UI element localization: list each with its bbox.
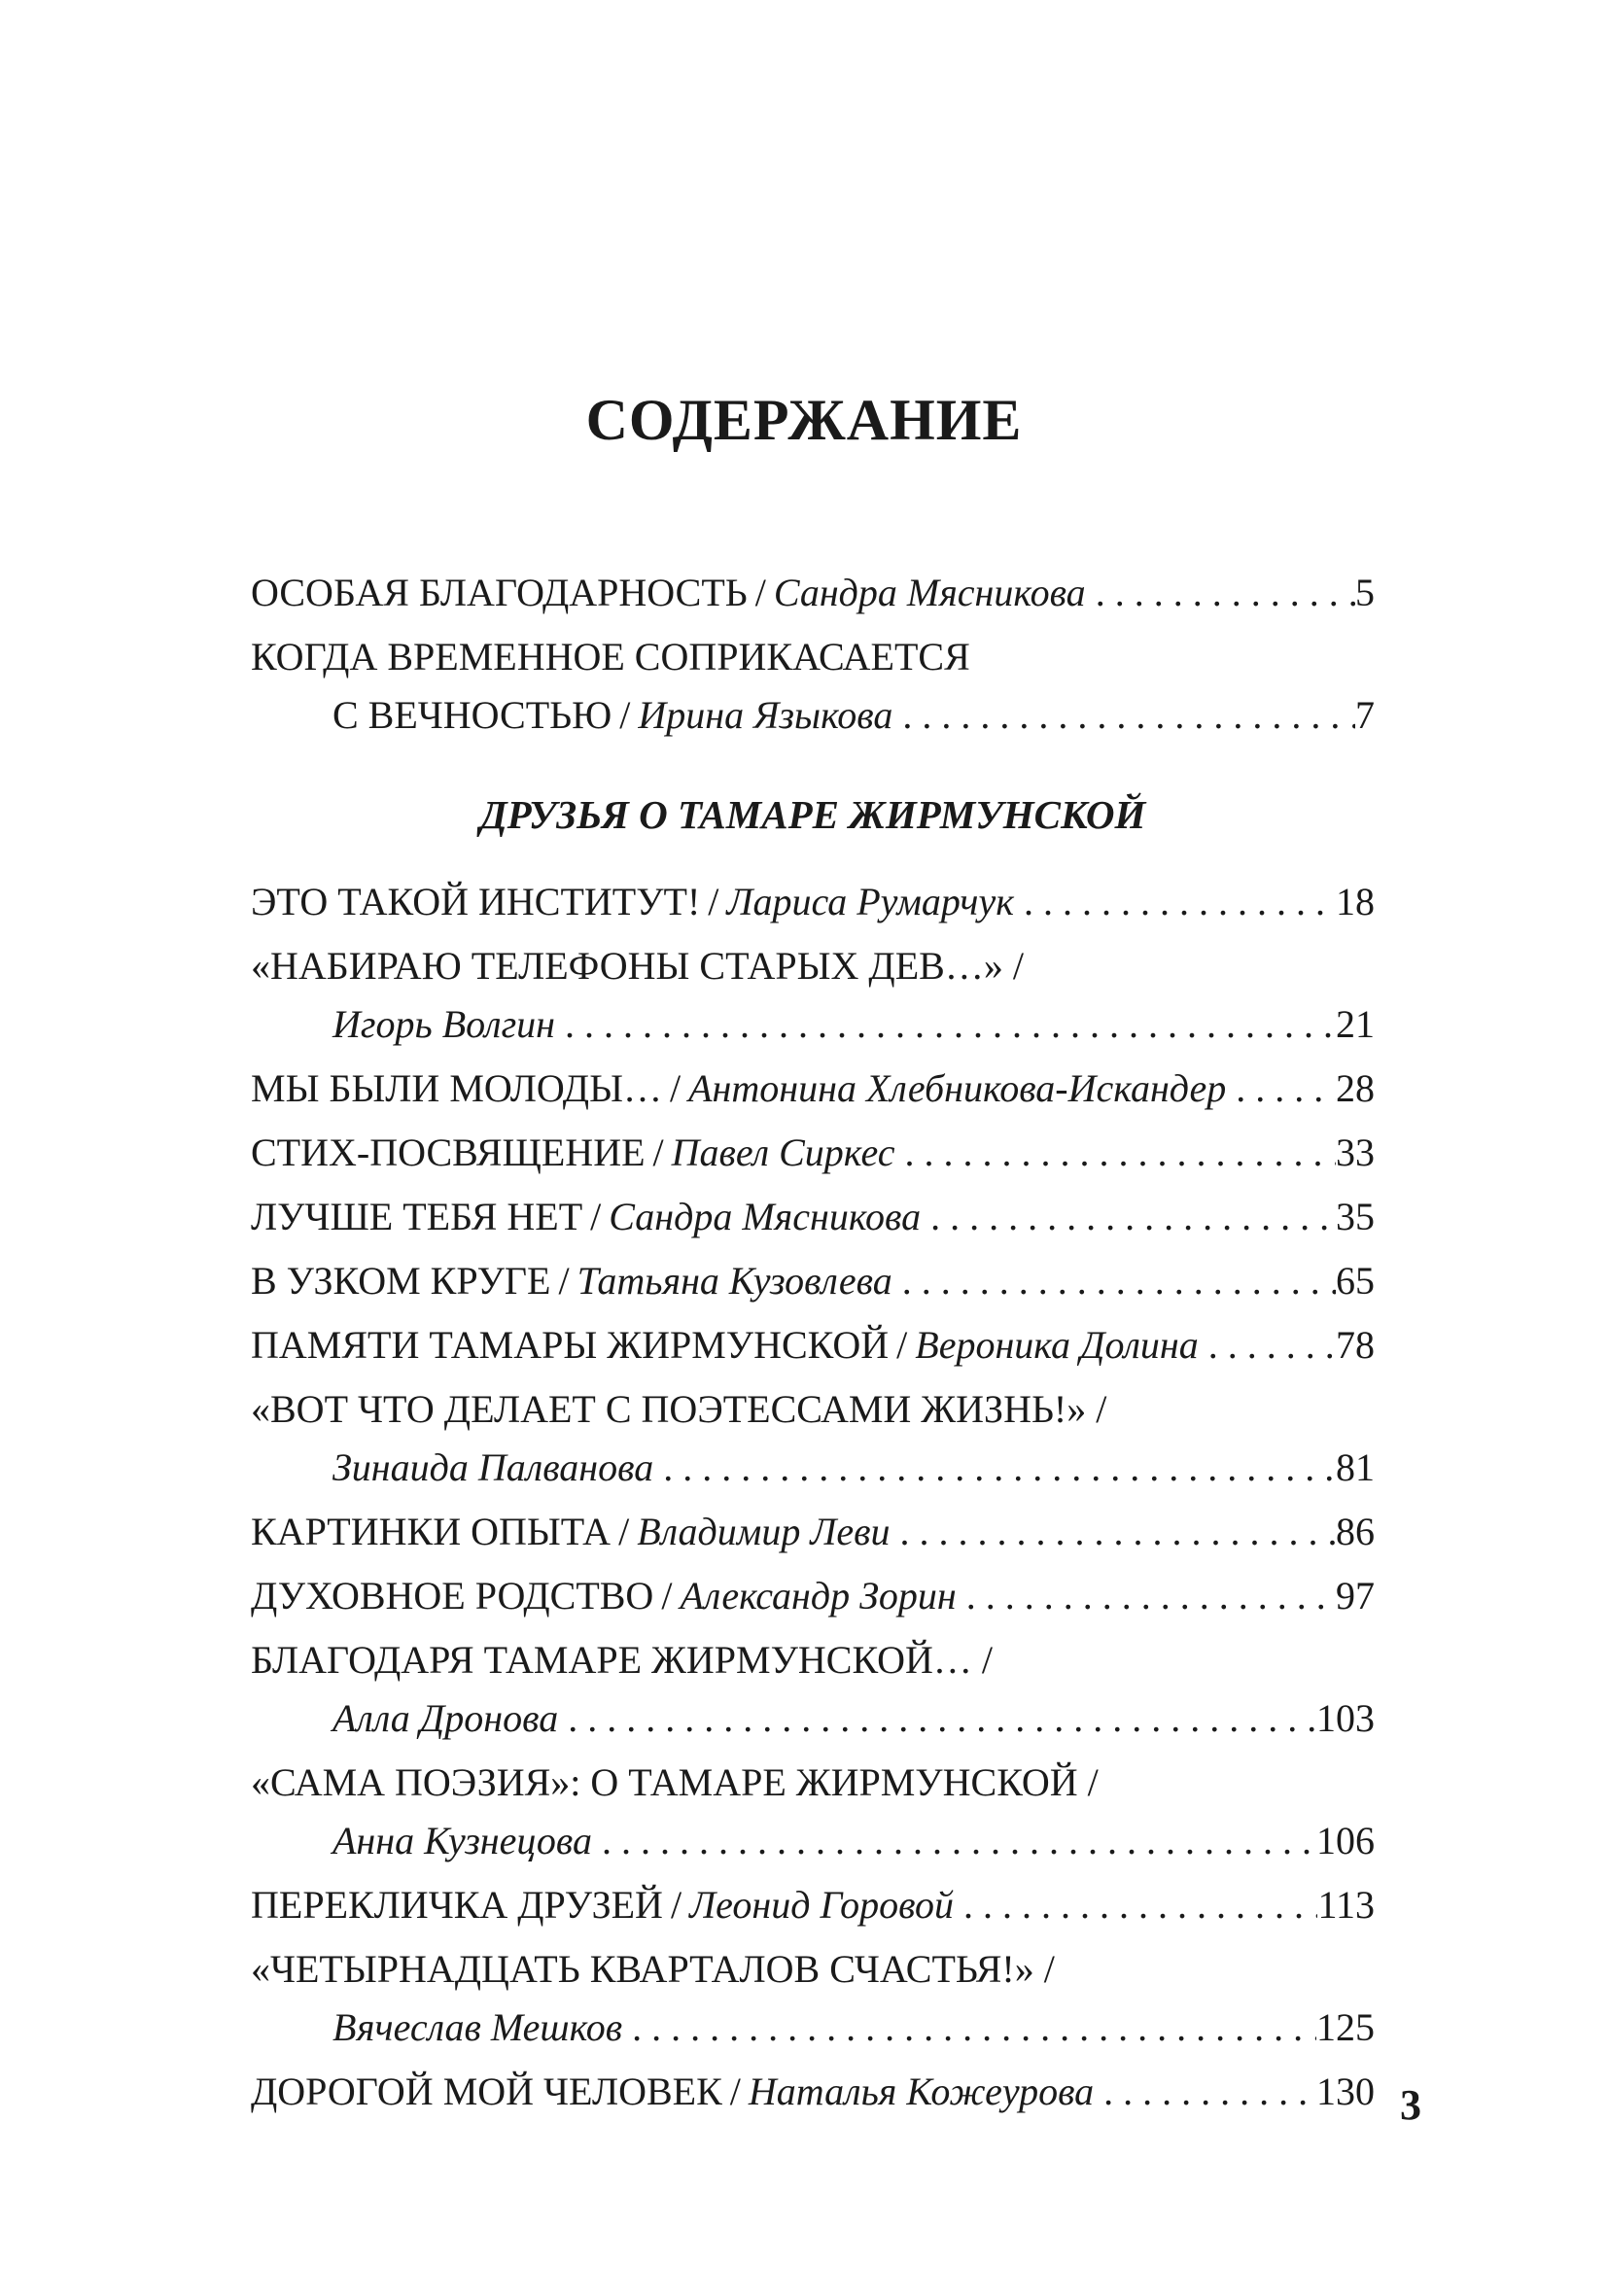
title-author-separator: /: [670, 1883, 682, 1927]
entry-author: Зинаида Палванова: [332, 1445, 654, 1489]
entry-page-number: 113: [1317, 1883, 1375, 1927]
dot-leader: [1014, 873, 1336, 931]
toc-entry: [251, 1876, 1375, 1934]
dot-leader: [892, 686, 1355, 745]
toc-entry: [251, 1060, 1375, 1118]
table-of-contents: [251, 564, 1375, 2127]
title-author-separator: /: [708, 880, 719, 923]
toc-entry-line: [251, 686, 1375, 745]
toc-entry-line: [251, 1631, 1375, 1689]
toc-entry: [251, 1124, 1375, 1182]
entry-page-number: 97: [1336, 1574, 1375, 1618]
entry-author: Анна Кузнецова: [332, 1819, 592, 1862]
entry-title: ПЕРЕКЛИЧКА ДРУЗЕЙ: [251, 1883, 663, 1927]
entry-page-number: 65: [1336, 1259, 1375, 1303]
entry-page-number: 18: [1336, 880, 1375, 923]
toc-entry-line: [251, 1754, 1375, 1812]
toc-entry-line: [251, 1999, 1375, 2057]
page-title: СОДЕРЖАНИЕ: [585, 388, 1023, 452]
toc-entry-line: [251, 1316, 1375, 1374]
entry-title: ПАМЯТИ ТАМАРЫ ЖИРМУНСКОЙ: [251, 1323, 890, 1367]
toc-entry: [251, 1380, 1375, 1497]
entry-page-number: 125: [1316, 2005, 1375, 2049]
entry-title: «САМА ПОЭЗИЯ»: О ТАМАРЕ ЖИРМУНСКОЙ /: [251, 1760, 1099, 1804]
entry-title: КАРТИНКИ ОПЫТА: [251, 1510, 612, 1553]
entry-author: Ирина Языкова: [638, 693, 893, 737]
toc-entry-line: [251, 1689, 1375, 1748]
entry-author: Антонина Хлебникова-Искандер: [688, 1066, 1227, 1110]
intro-entries: [251, 564, 1375, 750]
title-author-separator: /: [729, 2070, 741, 2113]
toc-entry-line: [251, 628, 1375, 686]
entry-author: Вячеслав Мешков: [332, 2005, 623, 2049]
title-author-separator: /: [661, 1574, 673, 1618]
entry-title: ЛУЧШЕ ТЕБЯ НЕТ: [251, 1195, 583, 1238]
entry-title: СТИХ-ПОСВЯЩЕНИЕ: [251, 1131, 646, 1174]
toc-entry-line: [251, 1876, 1375, 1934]
entry-page-number: 86: [1336, 1510, 1375, 1553]
toc-entry: [251, 1316, 1375, 1374]
entry-author: Наталья Кожеурова: [748, 2070, 1095, 2113]
title-author-separator: /: [618, 1510, 630, 1553]
entry-title: ДОРОГОЙ МОЙ ЧЕЛОВЕК: [251, 2070, 722, 2113]
toc-entry-line: [251, 1380, 1375, 1439]
entry-author: Татьяна Кузовлева: [577, 1259, 892, 1303]
toc-entry-line: [251, 1567, 1375, 1625]
toc-entry: [251, 1188, 1375, 1246]
title-author-separator: /: [669, 1066, 682, 1110]
title-author-separator: /: [754, 571, 766, 614]
dot-leader: [1199, 1316, 1336, 1374]
entry-author: Сандра Мясникова: [609, 1195, 922, 1238]
dot-leader: [592, 1812, 1316, 1870]
dot-leader: [653, 1439, 1336, 1497]
toc-entry: [251, 937, 1375, 1054]
entry-page-number: 28: [1336, 1066, 1375, 1110]
toc-entry: [251, 1252, 1375, 1310]
entry-author: Леонид Горовой: [689, 1883, 954, 1927]
toc-entry-line: [251, 1060, 1375, 1118]
toc-entry-line: [251, 1124, 1375, 1182]
toc-entry-line: [251, 1812, 1375, 1870]
toc-entry: [251, 1631, 1375, 1748]
toc-entry: [251, 1940, 1375, 2057]
dot-leader: [957, 1567, 1336, 1625]
toc-entry-line: [251, 1252, 1375, 1310]
entry-title: С ВЕЧНОСТЬЮ: [332, 693, 612, 737]
toc-entry-line: [251, 1188, 1375, 1246]
title-author-separator: /: [652, 1131, 664, 1174]
toc-entry: [251, 1567, 1375, 1625]
entry-author: Сандра Мясникова: [773, 571, 1086, 614]
entry-author: Владимир Леви: [637, 1510, 891, 1553]
toc-entry-line: [251, 873, 1375, 931]
entry-title: ОСОБАЯ БЛАГОДАРНОСТЬ: [251, 571, 748, 614]
dot-leader: [894, 1124, 1336, 1182]
entry-page-number: 106: [1316, 1819, 1375, 1862]
toc-entry: [251, 873, 1375, 931]
entry-page-number: 35: [1336, 1195, 1375, 1238]
entry-page-number: 33: [1336, 1131, 1375, 1174]
toc-entry-line: [251, 937, 1375, 995]
entry-title: «ВОТ ЧТО ДЕЛАЕТ С ПОЭТЕССАМИ ЖИЗНЬ!» /: [251, 1387, 1107, 1431]
entry-author: Алла Дронова: [332, 1696, 559, 1740]
section-entries: [251, 873, 1375, 2127]
dot-leader: [1226, 1060, 1336, 1118]
entry-page-number: 103: [1316, 1696, 1375, 1740]
dot-leader: [622, 1999, 1316, 2057]
dot-leader: [1094, 2063, 1316, 2121]
toc-entry-line: [251, 2063, 1375, 2121]
entry-title: МЫ БЫЛИ МОЛОДЫ…: [251, 1066, 662, 1110]
toc-entry: [251, 628, 1375, 745]
title-author-separator: /: [590, 1195, 602, 1238]
entry-title: КОГДА ВРЕМЕННОЕ СОПРИКАСАЕТСЯ: [251, 635, 970, 678]
entry-title: ДУХОВНОЕ РОДСТВО: [251, 1574, 654, 1618]
toc-entry-line: [251, 995, 1375, 1054]
toc-entry: [251, 1503, 1375, 1561]
dot-leader: [921, 1188, 1336, 1246]
entry-author: Лариса Румарчук: [726, 880, 1014, 923]
section-heading: ДРУЗЬЯ О ТАМАРЕ ЖИРМУНСКОЙ: [479, 792, 1146, 837]
entry-title: В УЗКОМ КРУГЕ: [251, 1259, 551, 1303]
entry-page-number: 81: [1336, 1445, 1375, 1489]
entry-spacer: [251, 2121, 1375, 2127]
toc-entry-line: [251, 1439, 1375, 1497]
entry-page-number: 21: [1336, 1002, 1375, 1046]
entry-page-number: 7: [1355, 693, 1375, 737]
entry-page-number: 5: [1355, 571, 1375, 614]
dot-leader: [954, 1876, 1317, 1934]
toc-entry-line: [251, 1940, 1375, 1999]
entry-page-number: 78: [1336, 1323, 1375, 1367]
title-author-separator: /: [558, 1259, 570, 1303]
dot-leader: [892, 1252, 1336, 1310]
dot-leader: [1086, 564, 1355, 622]
entry-title: «НАБИРАЮ ТЕЛЕФОНЫ СТАРЫХ ДЕВ…» /: [251, 944, 1024, 988]
toc-entry: [251, 1754, 1375, 1870]
toc-entry-line: [251, 1503, 1375, 1561]
dot-leader: [891, 1503, 1336, 1561]
entry-title: «ЧЕТЫРНАДЦАТЬ КВАРТАЛОВ СЧАСТЬЯ!» /: [251, 1947, 1055, 1991]
page-number: 3: [1400, 2081, 1421, 2129]
entry-title: БЛАГОДАРЯ ТАМАРЕ ЖИРМУНСКОЙ… /: [251, 1638, 994, 1682]
toc-entry: [251, 564, 1375, 622]
dot-leader: [558, 1689, 1316, 1748]
entry-author: Вероника Долина: [915, 1323, 1199, 1367]
title-author-separator: /: [896, 1323, 908, 1367]
entry-spacer: [251, 745, 1375, 750]
toc-entry: [251, 2063, 1375, 2121]
entry-author: Павел Сиркес: [671, 1131, 895, 1174]
title-author-separator: /: [619, 693, 631, 737]
entry-title: ЭТО ТАКОЙ ИНСТИТУТ!: [251, 880, 701, 923]
entry-page-number: 130: [1316, 2070, 1375, 2113]
entry-author: Александр Зорин: [680, 1574, 957, 1618]
toc-entry-line: [251, 564, 1375, 622]
dot-leader: [555, 995, 1336, 1054]
entry-author: Игорь Волгин: [332, 1002, 556, 1046]
